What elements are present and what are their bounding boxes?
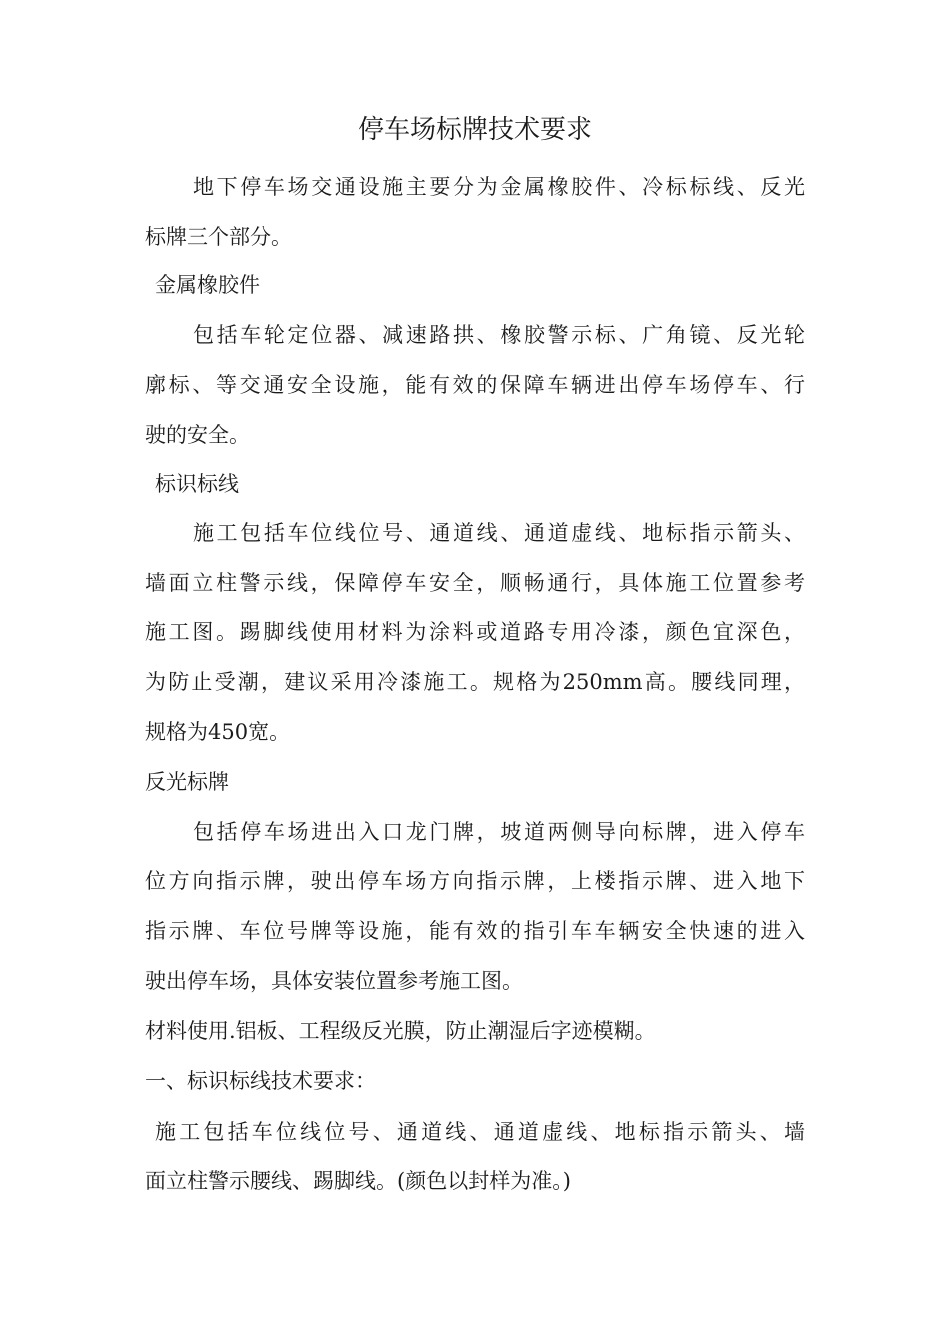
section-heading: 金属橡胶件	[155, 273, 260, 297]
paragraph-line: 指示牌、车位号牌等设施，能有效的指引车车辆安全快速的进入	[145, 919, 805, 943]
paragraph-line: 标牌三个部分。	[145, 225, 292, 249]
paragraph-line: 施工包括车位线位号、通道线、通道虚线、地标指示箭头、	[193, 521, 805, 545]
paragraph-line: 施工包括车位线位号、通道线、通道虚线、地标指示箭头、墙	[155, 1120, 805, 1144]
document-title: 停车场标牌技术要求	[357, 115, 592, 145]
paragraph-line: 廓标、等交通安全设施，能有效的保障车辆进出停车场停车、行	[145, 373, 805, 397]
section-heading: 一、标识标线技术要求：	[145, 1069, 376, 1093]
paragraph-line: 包括停车场进出入口龙门牌，坡道两侧导向标牌，进入停车	[193, 820, 805, 844]
section-heading: 反光标牌	[145, 770, 229, 794]
section-heading: 标识标线	[155, 472, 239, 496]
paragraph-line: 驶出停车场，具体安装位置参考施工图。	[145, 969, 523, 993]
paragraph-line: 材料使用.铝板、工程级反光膜，防止潮湿后字迹模糊。	[145, 1019, 656, 1043]
paragraph-line: 面立柱警示腰线、踢脚线。(颜色以封样为准。)	[145, 1169, 571, 1193]
paragraph-line: 驶的安全。	[145, 423, 250, 447]
paragraph-line: 包括车轮定位器、减速路拱、橡胶警示标、广角镜、反光轮	[193, 323, 805, 347]
paragraph-line: 为防止受潮，建议采用冷漆施工。规格为250mm高。腰线同理，	[145, 670, 805, 694]
paragraph-line: 施工图。踢脚线使用材料为涂料或道路专用冷漆，颜色宜深色，	[145, 620, 805, 644]
paragraph-line: 墙面立柱警示线，保障停车安全，顺畅通行，具体施工位置参考	[145, 571, 805, 595]
paragraph-line: 规格为450宽。	[145, 720, 291, 744]
paragraph-line: 地下停车场交通设施主要分为金属橡胶件、冷标标线、反光	[193, 175, 805, 199]
paragraph-line: 位方向指示牌，驶出停车场方向指示牌，上楼指示牌、进入地下	[145, 869, 805, 893]
